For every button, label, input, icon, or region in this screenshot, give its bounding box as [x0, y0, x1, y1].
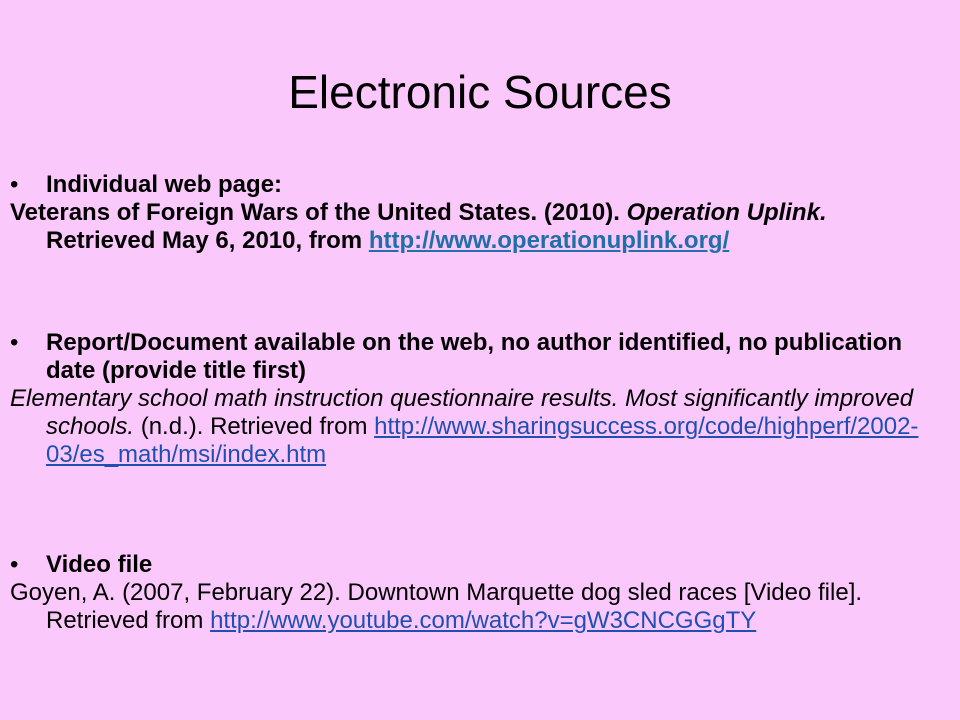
- reference-report: [10, 385, 940, 469]
- bullet-icon: •: [10, 551, 19, 578]
- reference-link[interactable]: http://www.youtube.com/watch?v=gW3CNCGGgTY: [210, 607, 757, 634]
- reference-title: Elementary school math instruction questionnaire results. Most significantly improved schools.: [10, 385, 914, 440]
- bullet-heading-web-page: [10, 171, 940, 199]
- bullet-icon: •: [10, 171, 19, 198]
- reference-retrieval: Retrieved May 6, 2010, from: [46, 227, 369, 254]
- slide-title: Electronic Sources: [288, 66, 672, 118]
- reference-link[interactable]: http://www.operationuplink.org/: [368, 227, 730, 254]
- bullet-icon: •: [10, 329, 19, 356]
- heading-text: Individual web page:: [46, 171, 283, 198]
- reference-author: Veterans of Foreign Wars of the United States. (2010).: [10, 199, 627, 226]
- bullet-heading-report: [10, 329, 940, 385]
- reference-title: Operation Uplink.: [626, 199, 827, 226]
- bullet-heading-video: [10, 551, 940, 579]
- heading-text: Report/Document available on the web, no author identified, no publication date (provide title first): [46, 329, 903, 384]
- reference-retrieval: (n.d.). Retrieved from: [134, 413, 375, 440]
- reference-web-page: [10, 199, 940, 255]
- reference-link[interactable]: http://www.sharingsuccess.org/code/highperf/2002-03/es_math/msi/index.htm: [46, 413, 919, 468]
- heading-text: Video file: [46, 551, 153, 578]
- reference-author-title: Goyen, A. (2007, February 22). Downtown Marquette dog sled races [Video file]. Retrieved from: [10, 579, 863, 634]
- reference-video: [10, 579, 940, 635]
- section-video-file: [10, 551, 940, 635]
- section-web-page: [10, 171, 940, 255]
- section-report-document: [10, 329, 940, 469]
